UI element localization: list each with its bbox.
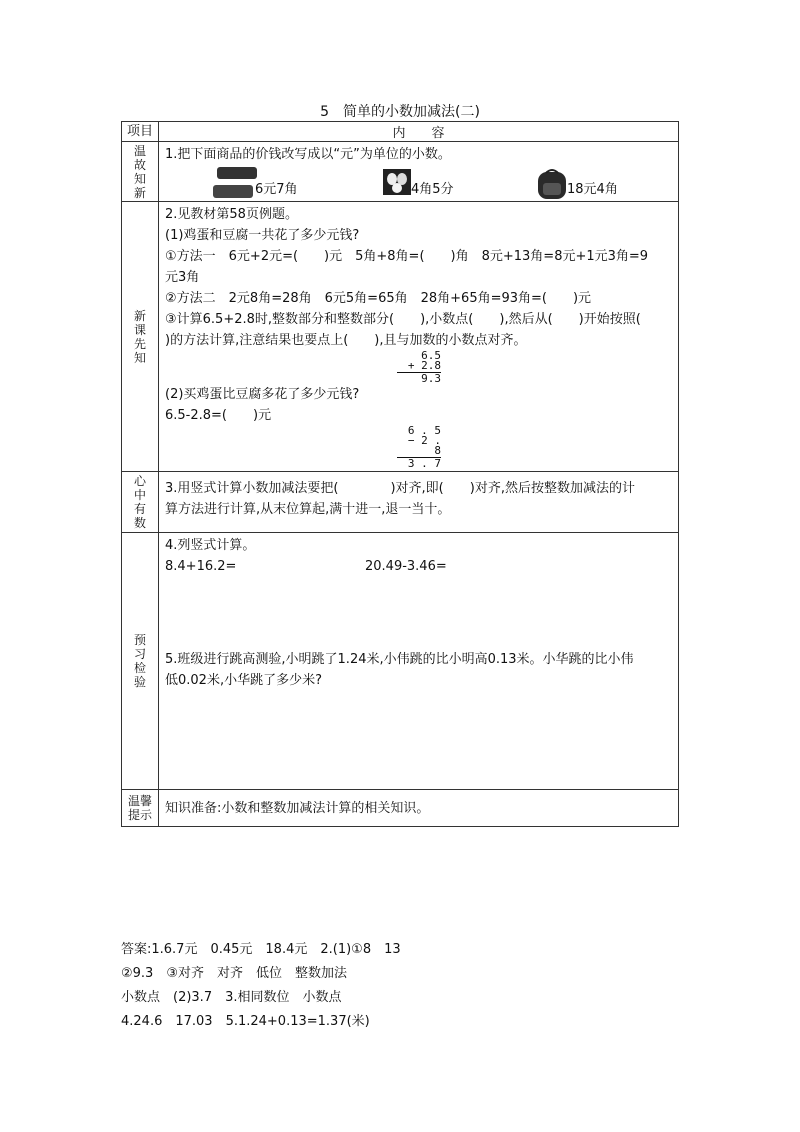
content-review (159, 142, 679, 202)
goods-pictures (165, 165, 672, 199)
answer-line: 4.24.6 17.03 5.1.24+0.13=1.37(米) (121, 1014, 370, 1029)
question-5-line: 5.班级进行跳高测验,小明跳了1.24米,小伟跳的比小明高0.13米。小华跳的比小伟 (165, 652, 634, 667)
text-line: ②方法二 2元8角=28角 6元5角=65角 28角+65角=93角=( )元 (165, 291, 592, 306)
vertical-subtraction (397, 426, 441, 469)
answer-line: ②9.3 ③对齐 对齐 低位 整数加法 (121, 966, 347, 981)
worksheet-title: 5 简单的小数加减法(二) (320, 104, 480, 120)
label-char: 检 (133, 661, 146, 675)
q4-expression-b: 20.49-3.46= (365, 559, 447, 574)
q4-expression-a: 8.4+16.2= (165, 559, 237, 574)
question-1: 1.把下面商品的价钱改写成以“元”为单位的小数。 (165, 147, 451, 162)
content-preview (159, 202, 679, 472)
row-preview (122, 202, 679, 472)
label-char: 心 (133, 474, 146, 488)
row-mind (122, 472, 679, 533)
wallet-icon (217, 167, 257, 179)
label-char: 新 (133, 185, 146, 200)
label-char: 中 (133, 488, 146, 502)
answer-line: 小数点 (2)3.7 3.相同数位 小数点 (121, 990, 342, 1005)
calc-operand: 6 . 5 (407, 424, 441, 437)
label-mind (122, 472, 159, 533)
answer-space (165, 577, 672, 649)
label-char: 数 (133, 516, 146, 530)
wallet-price: 6元7角 (255, 182, 298, 197)
calc-operand: + 2.8 (407, 359, 441, 372)
label-char: 习 (133, 647, 146, 661)
wallet-icon (213, 185, 253, 198)
text-line: ③计算6.5+2.8时,整数部分和整数部分( ),小数点( ),然后从( )开始按照( (165, 312, 641, 327)
vertical-addition (397, 351, 441, 384)
label-char: 温馨 (127, 794, 152, 808)
text-line: 2.见教材第58页例题。 (165, 207, 298, 222)
label-char: 新 (133, 308, 146, 323)
content-check (159, 533, 679, 790)
header-item: 项目 (122, 122, 159, 142)
label-char: 知 (133, 350, 146, 365)
label-char: 提示 (127, 808, 152, 822)
text-line: 算方法进行计算,从末位算起,满十进一,退一当十。 (165, 502, 451, 517)
label-review (122, 142, 159, 202)
question-5-line: 低0.02米,小华跳了多少米? (165, 673, 322, 688)
label-char: 知 (133, 171, 146, 186)
label-check (122, 533, 159, 790)
answer-line: 答案:1.6.7元 0.45元 18.4元 2.(1)①8 13 (121, 942, 401, 957)
header-content: 内 容 (159, 122, 679, 142)
eggs-icon (383, 169, 411, 195)
row-review (122, 142, 679, 202)
backpack-icon (535, 167, 569, 201)
label-char: 验 (133, 675, 146, 689)
question-4-items (165, 556, 672, 577)
text-line: (1)鸡蛋和豆腐一共花了多少元钱? (165, 228, 360, 243)
label-tip (122, 790, 159, 827)
text-line: )的方法计算,注意结果也要点上( ),且与加数的小数点对齐。 (165, 333, 527, 348)
answer-key (121, 938, 401, 1034)
tip-text: 知识准备:小数和整数加减法计算的相关知识。 (165, 800, 430, 816)
label-preview (122, 202, 159, 472)
eggs-price: 4角5分 (411, 182, 454, 197)
content-mind (159, 472, 679, 533)
label-char: 预 (133, 633, 146, 647)
calc-result: 9.3 (421, 372, 441, 385)
table-header-row (122, 122, 679, 142)
text-line: 元3角 (165, 270, 200, 285)
row-tip (122, 790, 679, 827)
bag-price: 18元4角 (567, 182, 618, 197)
label-char: 温 (133, 143, 146, 158)
label-char: 先 (133, 336, 146, 351)
text-line: ①方法一 6元+2元=( )元 5角+8角=( )角 8元+13角=8元+1元3角=9 (165, 249, 649, 264)
label-char: 有 (133, 502, 146, 516)
text-line: 3.用竖式计算小数加减法要把( )对齐,即( )对齐,然后按整数加减法的计 (165, 481, 635, 496)
calc-operand: 6.5 (421, 349, 441, 362)
calc-result: 3 . 7 (407, 457, 441, 470)
label-char: 故 (133, 157, 146, 172)
row-check (122, 533, 679, 790)
text-line: (2)买鸡蛋比豆腐多花了多少元钱? (165, 387, 360, 402)
content-tip (159, 790, 679, 827)
calc-operand: − 2 . 8 (407, 434, 441, 457)
worksheet-table (121, 121, 679, 827)
label-char: 课 (133, 322, 146, 337)
question-4: 4.列竖式计算。 (165, 538, 256, 553)
text-line: 6.5-2.8=( )元 (165, 408, 272, 423)
